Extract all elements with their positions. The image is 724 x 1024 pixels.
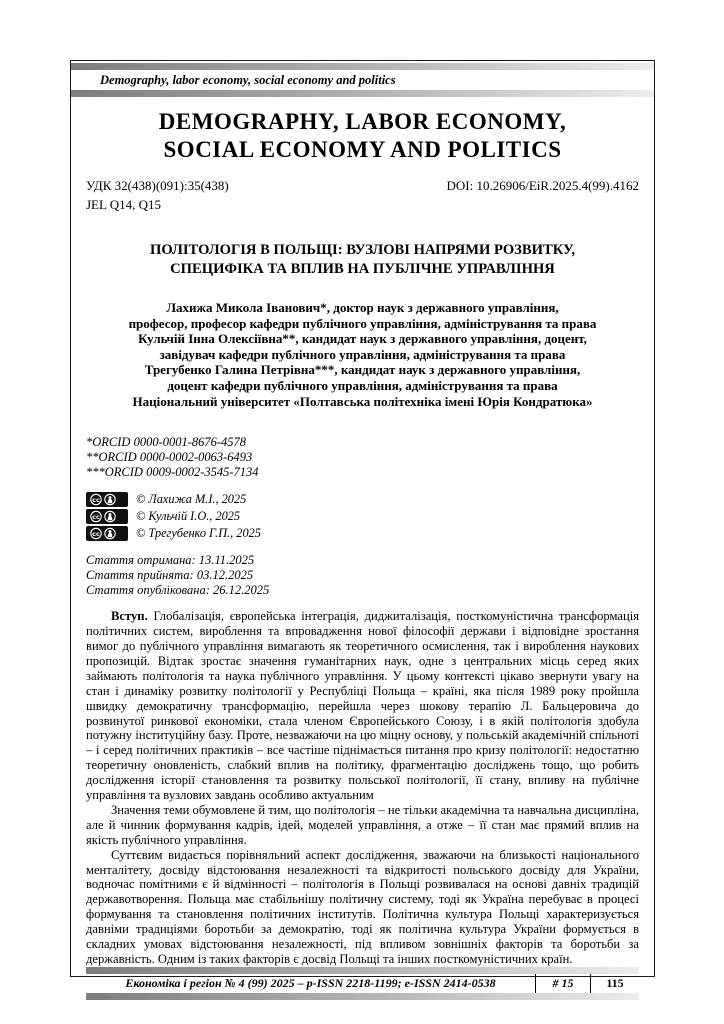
journal-title-line2: SOCIAL ECONOMY AND POLITICS bbox=[163, 137, 562, 162]
footer-rule-top bbox=[86, 967, 639, 974]
copyright-row bbox=[86, 508, 639, 525]
header-rule-top bbox=[71, 63, 654, 70]
footer-article-number: # 15 bbox=[535, 974, 591, 993]
article-body bbox=[86, 609, 639, 967]
affiliation-line: Національний університет «Полтавська політехніка імені Юрія Кондратюка» bbox=[132, 393, 593, 409]
svg-text:cc: cc bbox=[92, 495, 100, 504]
dates-block bbox=[86, 553, 639, 598]
copyright-text: © Лахижа М.І., 2025 bbox=[136, 492, 247, 507]
page-frame bbox=[70, 60, 655, 990]
date-published: Стаття опублікована: 26.12.2025 bbox=[86, 583, 270, 598]
doi: DOI: 10.26906/EiR.2025.4(99).4162 bbox=[446, 178, 639, 193]
footer-row bbox=[86, 974, 639, 993]
body-paragraph-intro bbox=[86, 609, 639, 803]
jel-code: JEL Q14, Q15 bbox=[86, 197, 161, 212]
license-block bbox=[86, 491, 639, 542]
cc-by-badge-icon bbox=[86, 492, 128, 507]
cc-by-badge-icon bbox=[86, 509, 128, 524]
meta-left bbox=[86, 178, 229, 213]
author-line: завідувач кафедри публічного управління, адміністрування та права bbox=[159, 346, 566, 362]
article-title bbox=[86, 241, 639, 279]
footer-page-number: 115 bbox=[606, 975, 624, 990]
paragraph-text: Значення теми обумовлене й тим, що політологія – не тільки академічна та навчальна дисципліна, але й чинник формування кадрів, ідей, моделей управління, а отже – її стан має прямий вплив на якість публічного управління. bbox=[86, 802, 639, 847]
orcid-line: *ORCID 0000-0001-8676-4578 bbox=[86, 435, 247, 450]
copyright-row bbox=[86, 525, 639, 542]
paragraph-text: Суттєвим видається порівняльний аспект дослідження, зважаючи на близькості національного менталітету, досвіду відстоювання незалежності та відкритості польського досвіду для України, водночас помітними є й відмінності – політологія в Польщі розвивалася на основі давніх традицій державотворення. Польща має стабільнішу політичну систему, тоді як Україна перебуває в процесі формування та становлення політичних інститутів. Політична культура Польщі характеризується давніми традиціями боротьби за демократію, тоді як політична культура України формується в складних умовах відстоювання незалежності, під впливом зовнішніх факторів та боротьби за державність. Одним із таких факторів є досвід Польщі та інших посткомуністичних країн. bbox=[86, 847, 639, 966]
paragraph-text: Глобалізація, європейська інтеграція, диджиталізація, посткомуністична трансформація політичних систем, вироблення та впровадження нової філософії держави і відповідне зростання вимог до публічного управління вимагають як теоретичного осмислення, так і вироблення наукових пропозицій. Відтак зростає значення гуманітарних наук, одне з центральних місць серед яких займають політологія та наука публічного управління. У цьому контексті цікаво звернути увагу на стан і динаміку розвитку політології у Республіці Польща – країні, яка після 1989 року пройшла швидку демократичну трансформацію, перейшла через шокову терапію Л. Бальцеровича до розвинутої ринкової економіки, стала членом Європейського Союзу, і в якій політологія здобула потужну інституційну базу. Проте, незважаючи на цю міцну основу, у польській академічній спільноті – і серед політичних практиків – все частіше піднімається питання про кризу політології: недостатню теоретичну оновленість, слабкий вплив на політику, фрагментацію досліджень тощо, що робить дослідження історії становлення та розвитку польської політології, її стану, впливу на публічне управління та вузлових завдань особливо актуальним bbox=[86, 609, 639, 803]
running-head: Demography, labor economy, social economy and politics bbox=[100, 73, 396, 87]
author-line: доцент кафедри публічного управління, адміністрування та права bbox=[167, 377, 558, 393]
journal-title-line1: DEMOGRAPHY, LABOR ECONOMY, bbox=[158, 109, 567, 134]
cc-by-badge-icon bbox=[86, 526, 128, 541]
copyright-text: © Трегубенко Г.П., 2025 bbox=[136, 526, 261, 541]
meta-right bbox=[447, 178, 639, 213]
body-paragraph bbox=[86, 803, 639, 848]
intro-label: Вступ. bbox=[111, 609, 148, 624]
footer-rule-bottom bbox=[86, 993, 639, 1000]
page-content bbox=[71, 97, 654, 1002]
author-line: Трегубенко Галина Петрівна***, кандидат наук з державного управління, bbox=[144, 362, 581, 378]
article-title-line2: СПЕЦИФІКА ТА ВПЛИВ НА ПУБЛІЧНЕ УПРАВЛІННЯ bbox=[170, 261, 555, 277]
author-line: Лахижа Микола Іванович*, доктор наук з державного управління, bbox=[166, 300, 559, 315]
header-rule-bottom bbox=[71, 90, 654, 97]
copyright-text: © Кульчій І.О., 2025 bbox=[136, 509, 241, 524]
article-title-line1: ПОЛІТОЛОГІЯ В ПОЛЬЩІ: ВУЗЛОВІ НАПРЯМИ РОЗВИТКУ, bbox=[150, 242, 575, 258]
author-line: Кульчій Інна Олексіївна**, кандидат наук з державного управління, доцент, bbox=[138, 331, 587, 347]
svg-text:cc: cc bbox=[92, 512, 100, 521]
date-accepted: Стаття прийнята: 03.12.2025 bbox=[86, 568, 254, 583]
orcid-block bbox=[86, 435, 639, 480]
journal-section-title bbox=[86, 108, 639, 164]
copyright-row bbox=[86, 491, 639, 508]
footer-journal-info: Економіка і регіон № 4 (99) 2025 – p-ISSN 2218-1199; e-ISSN 2414-0538 bbox=[125, 975, 496, 990]
svg-text:cc: cc bbox=[92, 529, 100, 538]
article-meta bbox=[86, 178, 639, 213]
date-received: Стаття отримана: 13.11.2025 bbox=[86, 553, 255, 568]
authors-block bbox=[86, 300, 639, 409]
page-footer bbox=[86, 967, 639, 1002]
udc-code: УДК 32(438)(091):35(438) bbox=[86, 178, 229, 193]
author-line: професор, професор кафедри публічного управління, адміністрування та права bbox=[128, 315, 597, 331]
body-paragraph bbox=[86, 848, 639, 967]
orcid-line: ***ORCID 0009-0002-3545-7134 bbox=[86, 465, 259, 480]
orcid-line: **ORCID 0000-0002-0063-6493 bbox=[86, 450, 253, 465]
